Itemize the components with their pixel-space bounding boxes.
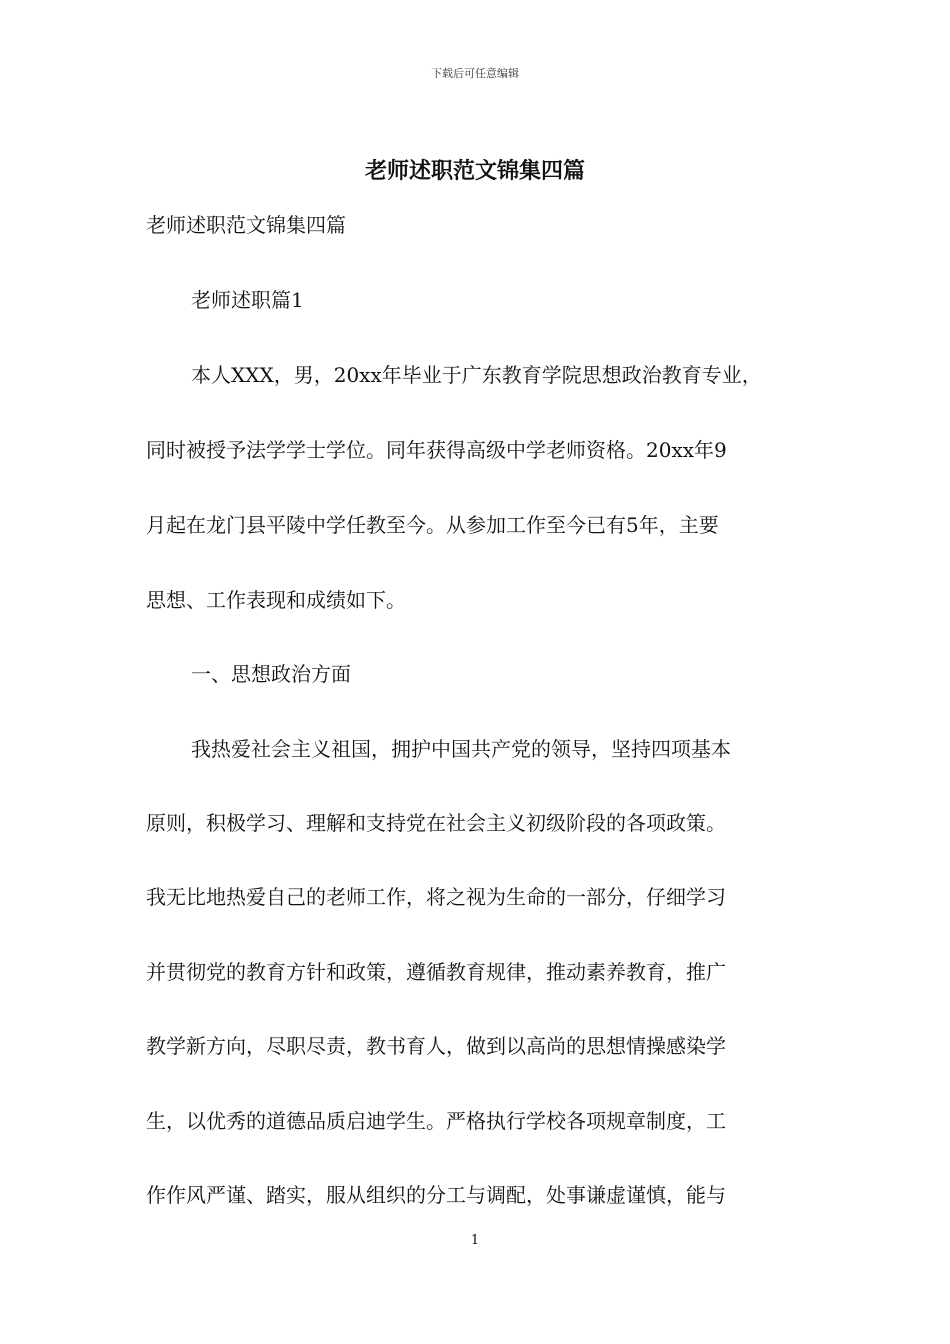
text-line: 老师述职篇1 [191, 288, 304, 312]
text-line: 老师述职范文锦集四篇 [146, 213, 346, 237]
text-line: 一、思想政治方面 [191, 662, 351, 686]
text-line: 生，以优秀的道德品质启迪学生。严格执行学校各项规章制度，工 [146, 1109, 726, 1133]
document-title: 老师述职范文锦集四篇 [364, 158, 585, 184]
text-line: 月起在龙门县平陵中学任教至今。从参加工作至今已有5年，主要 [146, 513, 719, 537]
header-note: 下载后可任意编辑 [431, 67, 519, 80]
text-line: 我热爱社会主义祖国，拥护中国共产党的领导，坚持四项基本 [191, 737, 731, 761]
text-line: 我无比地热爱自己的老师工作，将之视为生命的一部分，仔细学习 [146, 885, 726, 909]
text-line: 原则，积极学习、理解和支持党在社会主义初级阶段的各项政策。 [146, 811, 726, 835]
text-line: 同时被授予法学学士学位。同年获得高级中学老师资格。20xx年9 [146, 438, 727, 462]
text-line: 教学新方向，尽职尽责，教书育人，做到以高尚的思想情操感染学 [146, 1034, 726, 1058]
text-line: 思想、工作表现和成绩如下。 [146, 588, 406, 612]
text-line: 并贯彻党的教育方针和政策，遵循教育规律，推动素养教育，推广 [146, 960, 726, 984]
page-number: 1 [470, 1233, 480, 1248]
text-line: 作作风严谨、踏实，服从组织的分工与调配，处事谦虚谨慎，能与 [146, 1183, 726, 1207]
text-line: 本人XXX，男，20xx年毕业于广东教育学院思想政治教育专业， [191, 363, 762, 387]
